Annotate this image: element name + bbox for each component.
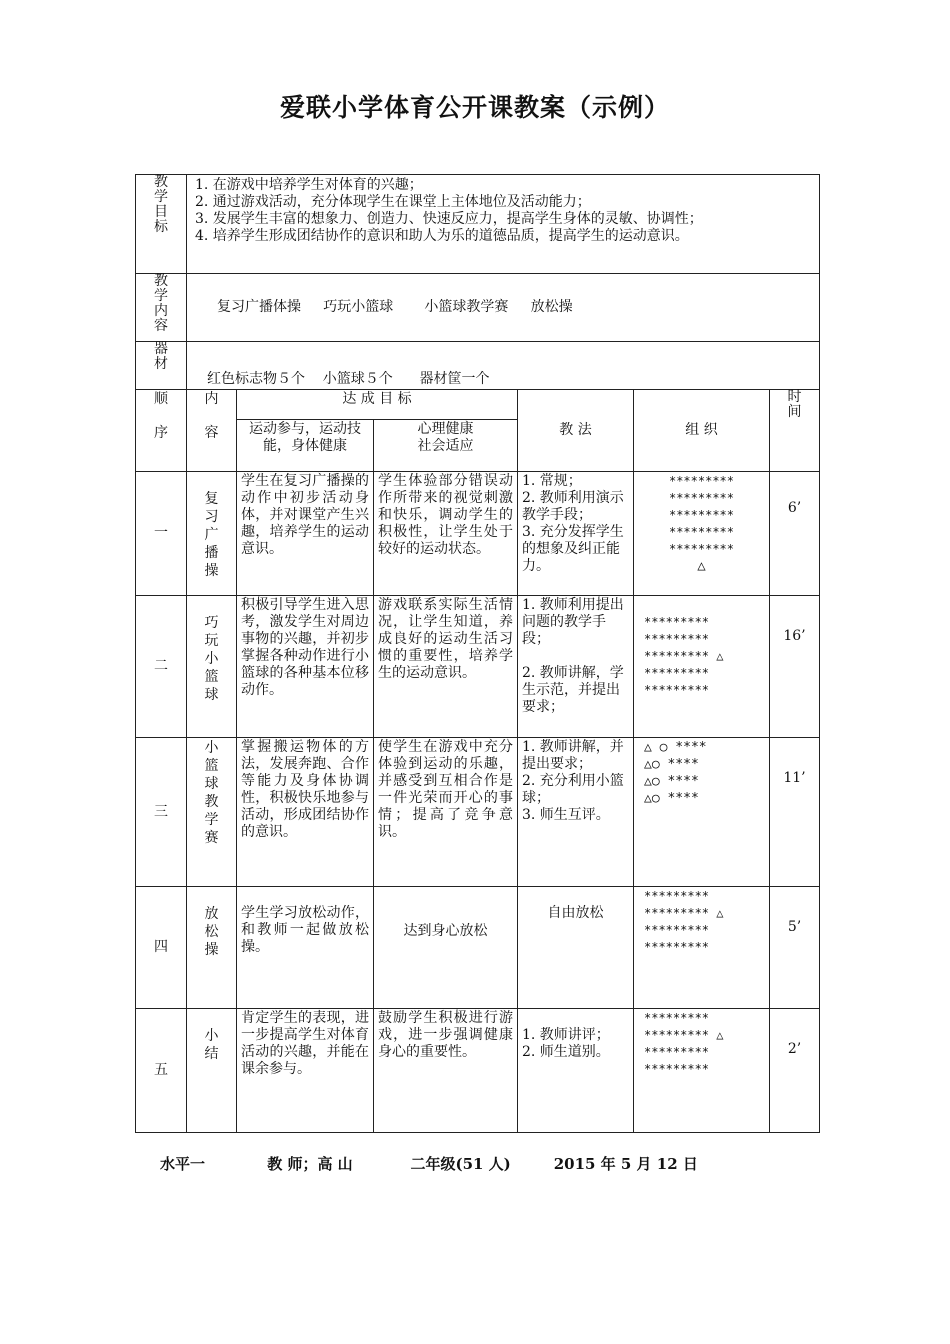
method-item xyxy=(522,648,629,665)
row-content-cell xyxy=(187,738,237,887)
row-goal2: 游戏联系实际生活情况，让学生知道，养成良好的运动生活习惯的重要性，培养学生的运动意识。 xyxy=(374,596,518,738)
row-seq: 五 xyxy=(136,1009,187,1133)
content-label: 教学内容 xyxy=(154,273,168,334)
org-line: ********* △ xyxy=(644,906,724,920)
objectives-cell xyxy=(187,175,820,274)
footer-date: 2015 年 5 月 12 日 xyxy=(553,1155,698,1173)
org-line: ********* xyxy=(644,1045,710,1059)
row-method xyxy=(518,596,634,738)
row-content-cell xyxy=(187,1009,237,1133)
footer-teacher: 教 师；高 山 xyxy=(267,1155,353,1173)
objective-item: 1. 在游戏中培养学生对体育的兴趣； xyxy=(195,177,423,193)
row-goal1: 学生学习放松动作，和教师一起做放松操。 xyxy=(237,887,374,1009)
org-line: ********* xyxy=(668,525,735,539)
time-header-cell xyxy=(770,390,820,472)
equipment-label: 器材 xyxy=(154,341,168,372)
method-item: 2. 充分利用小篮球； xyxy=(522,773,624,806)
row-organization xyxy=(634,596,770,738)
row-content: 放松操 xyxy=(204,906,219,958)
footer-level: 水平一 xyxy=(160,1155,206,1173)
objectives-label: 教学目标 xyxy=(154,174,168,235)
content-cell xyxy=(187,274,820,342)
row-goal2: 学生体验部分错误动作所带来的视觉刺激和快乐，调动学生的积极性，让学生处于较好的运动状态。 xyxy=(374,472,518,596)
org-line: ********* xyxy=(644,940,710,954)
lesson-plan-table xyxy=(135,174,820,1133)
org-line: ********* xyxy=(644,1062,710,1076)
org-line: ********* xyxy=(644,923,710,937)
time-header: 时间 xyxy=(787,389,802,420)
method-header: 教 法 xyxy=(518,390,634,472)
row-method xyxy=(518,738,634,887)
row-time: 16’ xyxy=(770,596,820,738)
objective-item: 4. 培养学生形成团结协作的意识和助人为乐的道德品质，提高学生的运动意识。 xyxy=(195,228,689,244)
org-line: ********* xyxy=(644,666,710,680)
org-line: ********* xyxy=(644,632,710,646)
page-title: 爱联小学体育公开课教案（示例） xyxy=(279,93,670,122)
row-organization xyxy=(634,472,770,596)
row-goal1: 积极引导学生进入思考，激发学生对周边事物的兴趣，并初步掌握各种动作进行小篮球的各种基本位移动作。 xyxy=(237,596,374,738)
method-item: 2. 教师利用演示教学手段； xyxy=(522,490,624,523)
row-goal1: 肯定学生的表现，进一步提高学生对体育活动的兴趣，并能在课余参与。 xyxy=(237,1009,374,1133)
row-content: 复习广播操 xyxy=(204,491,219,579)
table-row xyxy=(136,738,820,887)
row-content: 小结 xyxy=(204,1028,219,1062)
org-line: ********* xyxy=(644,683,710,697)
row-goal2: 达到身心放松 xyxy=(374,887,518,1009)
objective-item: 3. 发展学生丰富的想象力、创造力、快速反应力，提高学生身体的灵敏、协调性； xyxy=(195,211,703,227)
org-line: ********* xyxy=(668,508,735,522)
row-content: 巧玩小篮球 xyxy=(204,615,219,703)
org-line: △○ **** xyxy=(644,774,699,789)
org-line: ********* xyxy=(668,491,735,505)
equipment-cell xyxy=(187,342,820,390)
org-line: △○ **** xyxy=(644,791,699,806)
row-goal2: 使学生在游戏中充分体验到运动的乐趣，并感受到互相合作是一件光荣而开心的事情；提高了竞争意识。 xyxy=(374,738,518,887)
row-method xyxy=(518,1009,634,1133)
objective-item: 2. 通过游戏活动，充分体现学生在课堂上主体地位及活动能力； xyxy=(195,194,591,210)
goals-header: 达 成 目 标 xyxy=(237,390,518,420)
method-item: 1. 常规； xyxy=(522,473,582,489)
org-line: ********* xyxy=(644,889,710,903)
method-item: 自由放松 xyxy=(547,905,604,921)
table-row xyxy=(136,596,820,738)
order-header: 顺 序 xyxy=(136,390,187,472)
row-goal1: 学生在复习广播操的动作中初步活动身体，并对课堂产生兴趣，培养学生的运动意识。 xyxy=(237,472,374,596)
method-item: 1. 教师讲评； xyxy=(522,1027,610,1043)
row-organization xyxy=(634,1009,770,1133)
row-time: 11’ xyxy=(770,738,820,887)
equipment-label-cell xyxy=(136,342,187,390)
method-item: 2. 师生道别。 xyxy=(522,1044,610,1060)
row-time: 5’ xyxy=(770,887,820,1009)
objectives-row xyxy=(136,175,820,274)
method-item: 3. 师生互评。 xyxy=(522,807,610,823)
org-line: ********* xyxy=(668,542,735,556)
equipment-row xyxy=(136,342,820,390)
method-item: 3. 充分发挥学生的想象及纠正能力。 xyxy=(522,524,624,574)
org-line: △ xyxy=(697,558,706,574)
row-goal1: 掌握搬运物体的方法，发展奔跑、合作等能力及身体协调性，积极快乐地参与活动，形成团结协作的意识。 xyxy=(237,738,374,887)
row-method xyxy=(518,887,634,1009)
content-header: 内 容 xyxy=(187,390,237,472)
organization-header: 组 织 xyxy=(634,390,770,472)
row-time: 6’ xyxy=(770,472,820,596)
content-label-cell xyxy=(136,274,187,342)
row-time: 2’ xyxy=(770,1009,820,1133)
org-line: ********* xyxy=(644,615,710,629)
row-content-cell xyxy=(187,596,237,738)
method-item: 1. 教师利用提出问题的教学手段； xyxy=(522,597,624,647)
method-item: 1. 教师讲解，并提出要求； xyxy=(522,739,624,772)
footer xyxy=(160,1153,698,1174)
method-item: 2. 教师讲解，学生示范，并提出要求； xyxy=(522,665,624,715)
row-seq: 一 xyxy=(136,472,187,596)
org-line: △○ **** xyxy=(644,757,699,772)
org-line: ********* xyxy=(644,1011,710,1025)
org-line: ********* △ xyxy=(644,1028,724,1042)
objectives-label-cell xyxy=(136,175,187,274)
goal1-header: 运动参与，运动技能，身体健康 xyxy=(237,420,374,472)
equipment-text: 红色标志物５个 小篮球５个 器材筐一个 xyxy=(207,371,490,387)
org-line: ********* xyxy=(668,474,735,488)
org-line: △ ○ **** xyxy=(644,740,707,755)
row-content-cell xyxy=(187,887,237,1009)
row-content-cell xyxy=(187,472,237,596)
header-row xyxy=(136,390,820,420)
row-seq: 三 xyxy=(136,738,187,887)
row-content: 小篮球教学赛 xyxy=(204,740,219,846)
table-row xyxy=(136,887,820,1009)
table-row xyxy=(136,1009,820,1133)
table-row xyxy=(136,472,820,596)
goal2-header: 心理健康 社会适应 xyxy=(374,420,518,472)
content-row xyxy=(136,274,820,342)
content-text: 复习广播体操 巧玩小篮球 小篮球教学赛 放松操 xyxy=(217,298,573,315)
row-goal2: 鼓励学生积极进行游戏，进一步强调健康身心的重要性。 xyxy=(374,1009,518,1133)
footer-grade: 二年级(51 人) xyxy=(410,1155,511,1173)
row-organization xyxy=(634,887,770,1009)
row-seq: 二 xyxy=(136,596,187,738)
row-seq: 四 xyxy=(136,887,187,1009)
row-organization xyxy=(634,738,770,887)
org-line: ********* △ xyxy=(644,649,724,663)
row-method xyxy=(518,472,634,596)
